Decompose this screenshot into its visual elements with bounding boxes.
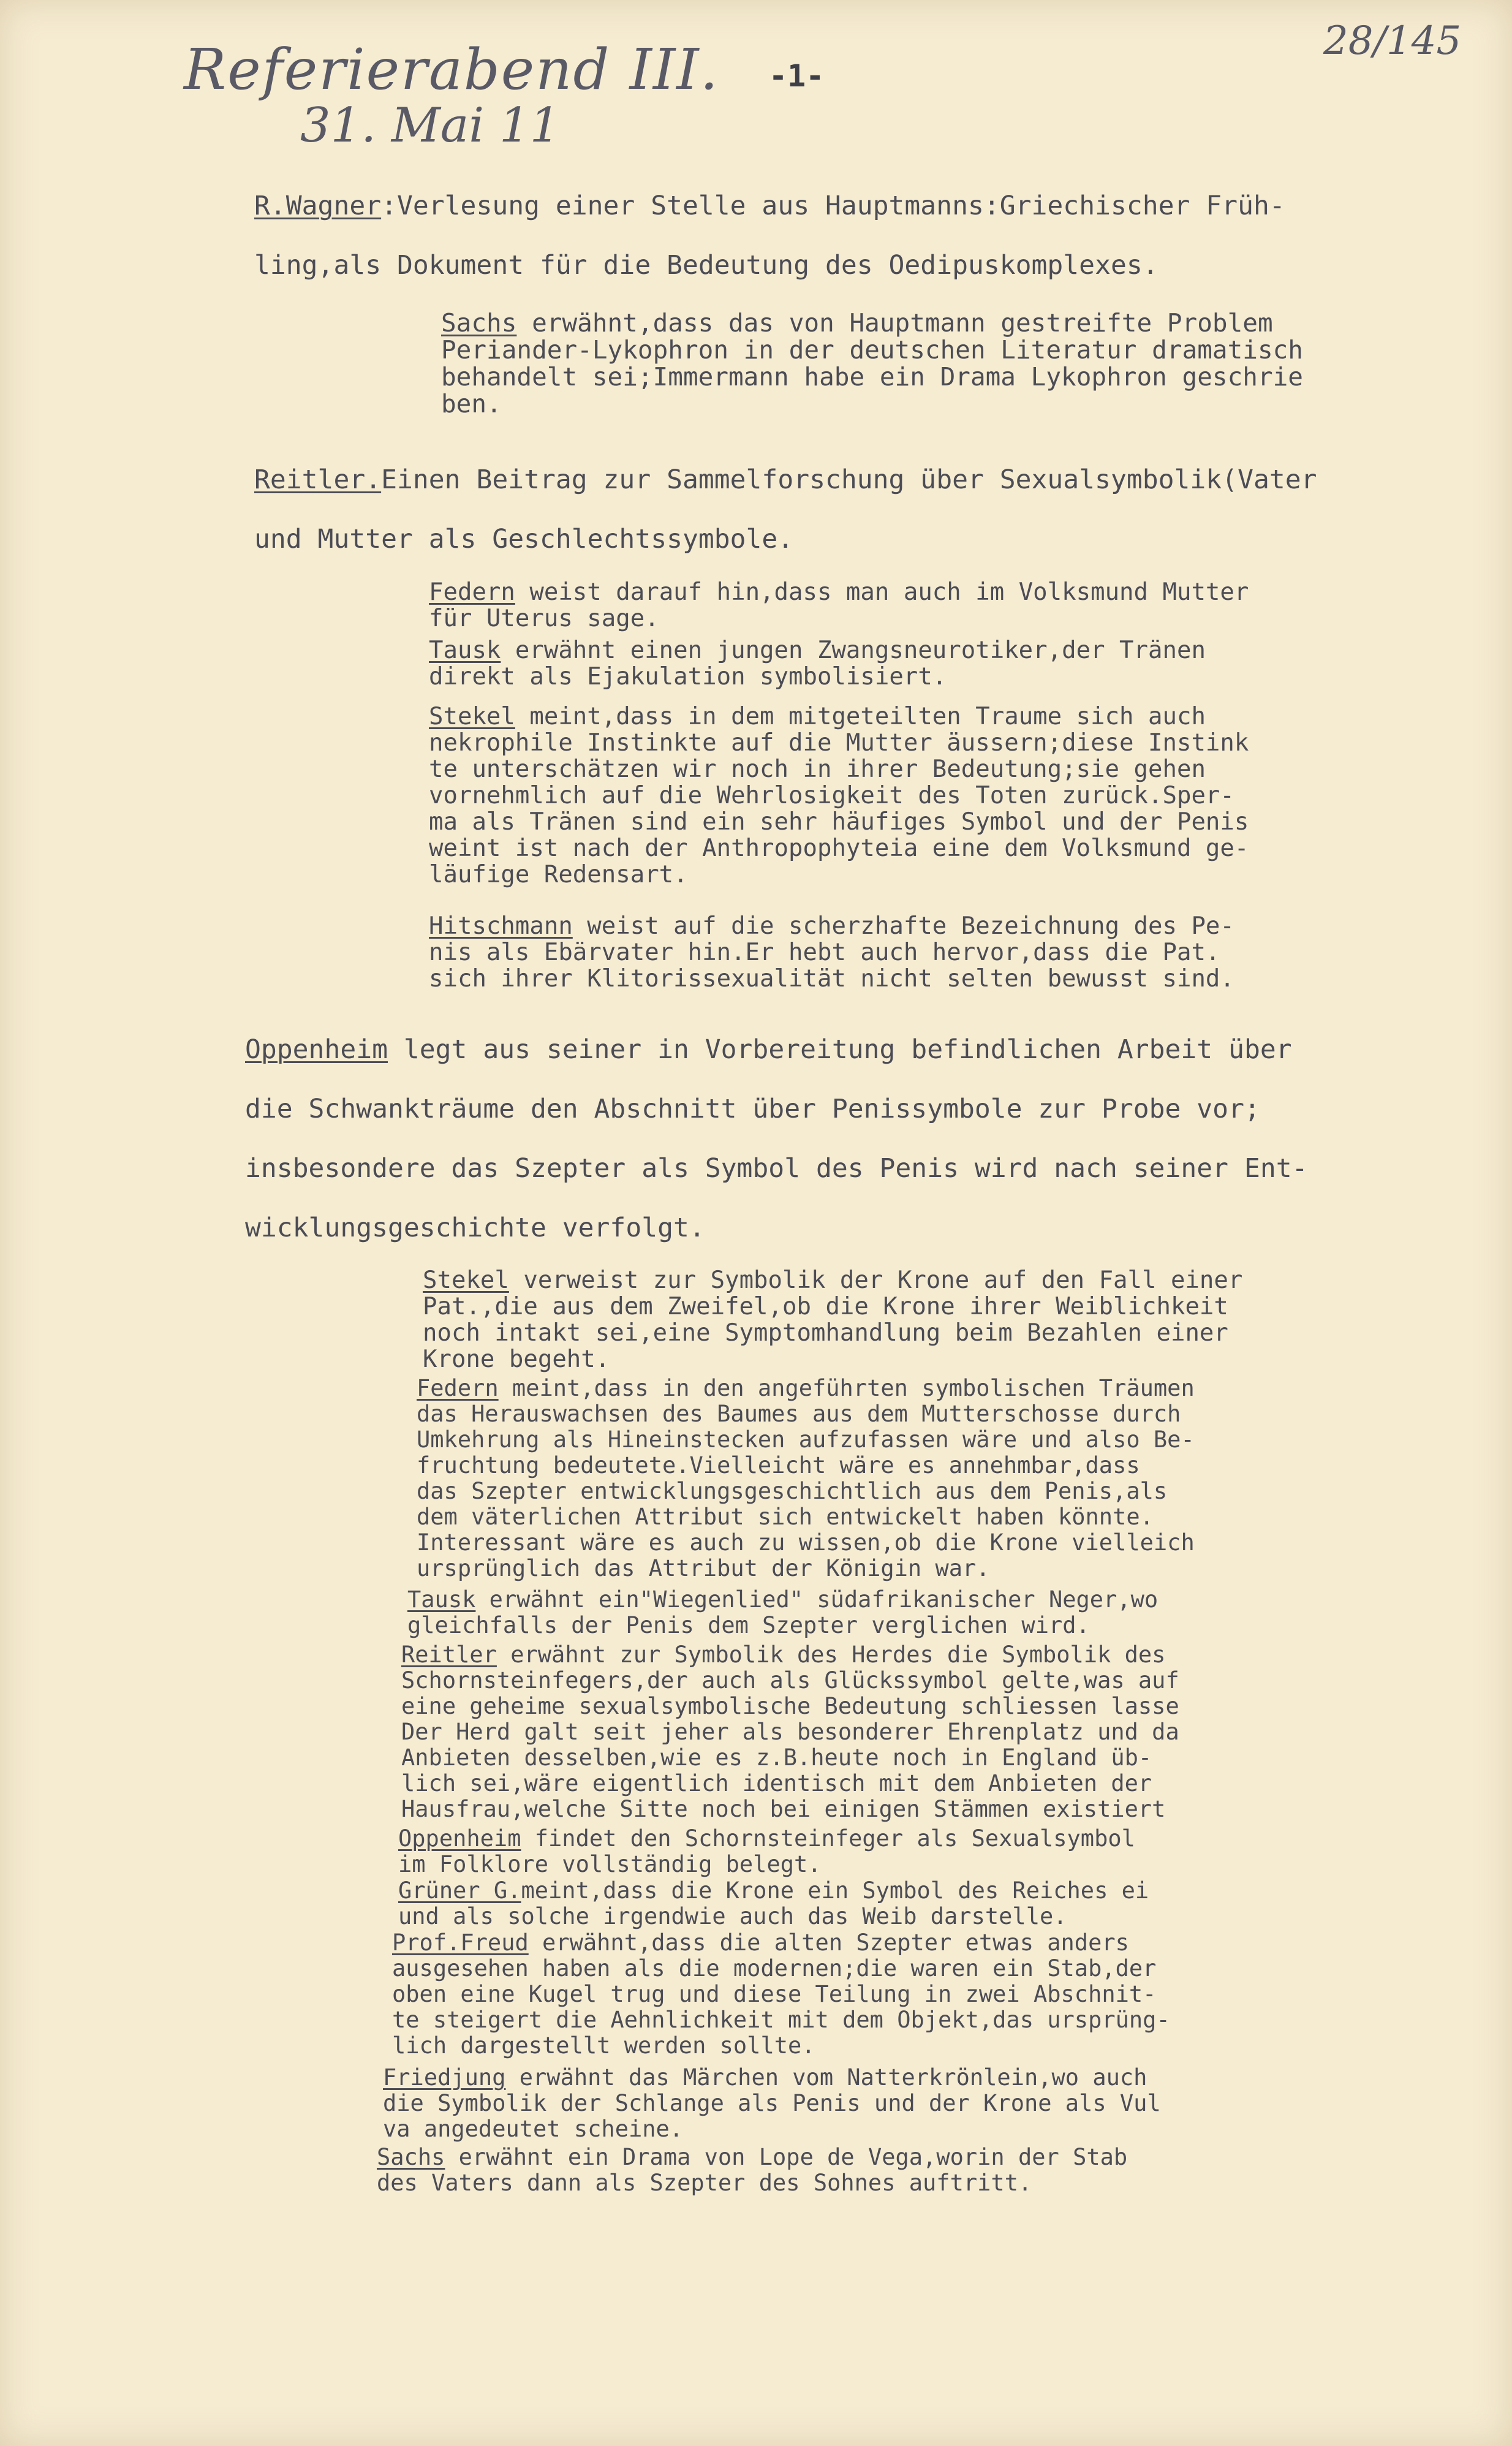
paragraph-federn [429, 579, 1249, 632]
text-line: ben. [441, 389, 502, 418]
speaker-name: Federn [417, 1375, 499, 1401]
paragraph-freud [392, 1930, 1170, 2059]
handwritten-reference: 28/145 [1323, 18, 1462, 64]
paragraph-stekel [429, 703, 1249, 888]
speaker-name: Grüner G. [398, 1877, 521, 1904]
text-line: ma als Tränen sind ein sehr häufiges Symbol und der Penis [429, 808, 1249, 836]
text-line: meint,dass die Krone ein Symbol des Reiches ei [521, 1877, 1149, 1904]
text-line: insbesondere das Szepter als Symbol des Penis wird nach seiner Ent- [245, 1153, 1308, 1184]
paragraph-gruener [398, 1878, 1149, 1929]
paragraph-hitschmann [429, 913, 1234, 992]
text-line: die Symbolik der Schlange als Penis und der Krone als Vul [383, 2090, 1161, 2116]
speaker-name: Tausk [407, 1586, 476, 1613]
speaker-name: Sachs [377, 2144, 445, 2170]
text-line: fruchtung bedeutete.Vielleicht wäre es annehmbar,dass [417, 1452, 1140, 1479]
speaker-name: Federn [429, 578, 515, 606]
text-line: des Vaters dann als Szepter des Sohnes auftritt. [377, 2170, 1032, 2196]
paragraph-wagner [254, 176, 1285, 295]
paragraph-federn-scepter [417, 1376, 1195, 1581]
handwritten-date: 31. Mai 11 [300, 98, 561, 153]
text-line: läufige Redensart. [429, 861, 688, 888]
text-line: vornehmlich auf die Wehrlosigkeit des Toten zurück.Sper- [429, 782, 1234, 809]
text-line: das Szepter entwicklungsgeschichtlich aus dem Penis,als [417, 1478, 1168, 1504]
text-line: ursprünglich das Attribut der Königin war. [417, 1555, 990, 1581]
text-line: Anbieten desselben,wie es z.B.heute noch in England üb- [401, 1744, 1152, 1771]
text-line: die Schwankträume den Abschnitt über Penissymbole zur Probe vor; [245, 1094, 1260, 1124]
text-line: erwähnt ein Drama von Lope de Vega,worin der Stab [445, 2144, 1128, 2170]
text-line: oben eine Kugel trug und diese Teilung in zwei Abschnit- [392, 1981, 1157, 2007]
text-line: erwähnt zur Symbolik des Herdes die Symbolik des [496, 1641, 1166, 1668]
text-line: Hausfrau,welche Sitte noch bei einigen Stämmen existiert [401, 1796, 1166, 1822]
text-line: Pat.,die aus dem Zweifel,ob die Krone ihrer Weiblichkeit [423, 1293, 1228, 1320]
text-line: und Mutter als Geschlechtssymbole. [254, 524, 794, 555]
text-line: ling,als Dokument für die Bedeutung des Oedipuskomplexes. [254, 250, 1159, 281]
text-line: Krone begeht. [423, 1346, 610, 1373]
text-line: erwähnt,dass das von Hauptmann gestreifte Problem [516, 308, 1273, 338]
text-line: va angedeutet scheine. [383, 2116, 684, 2142]
text-line: gleichfalls der Penis dem Szepter verglichen wird. [407, 1612, 1090, 1638]
text-line: eine geheime sexualsymbolische Bedeutung schliessen lasse [401, 1693, 1179, 1719]
page-number: -1- [769, 58, 825, 94]
text-line: :Verlesung einer Stelle aus Hauptmanns:Griechischer Früh- [381, 191, 1285, 221]
text-line: noch intakt sei,eine Symptomhandlung beim Bezahlen einer [423, 1319, 1228, 1347]
speaker-name: R.Wagner [254, 191, 382, 221]
speaker-name: Prof.Freud [392, 1929, 529, 1956]
text-line: für Uterus sage. [429, 605, 659, 632]
text-line: erwähnt einen jungen Zwangsneurotiker,der Tränen [501, 637, 1206, 664]
speaker-name: Sachs [441, 308, 517, 338]
text-line: lich dargestellt werden sollte. [392, 2032, 815, 2059]
speaker-name: Hitschmann [429, 912, 573, 940]
text-line: im Folklore vollständig belegt. [398, 1851, 822, 1877]
text-line: das Herauswachsen des Baumes aus dem Mutterschosse durch [417, 1401, 1181, 1427]
text-line: meint,dass in den angeführten symbolischen Träumen [498, 1375, 1195, 1401]
paragraph-tausk [429, 637, 1206, 690]
speaker-name: Oppenheim [398, 1825, 521, 1852]
text-line: Schornsteinfegers,der auch als Glückssymbol gelte,was auf [401, 1667, 1179, 1694]
text-line: direkt als Ejakulation symbolisiert. [429, 663, 947, 691]
text-line: verweist zur Symbolik der Krone auf den Fall einer [508, 1267, 1243, 1294]
text-line: ausgesehen haben als die modernen;die waren ein Stab,der [392, 1955, 1157, 1982]
paragraph-oppenheim-folklore [398, 1826, 1135, 1877]
paragraph-stekel-crown [423, 1267, 1242, 1373]
text-line: und als solche irgendwie auch das Weib darstelle. [398, 1903, 1067, 1929]
text-line: nis als Ebärvater hin.Er hebt auch hervor,dass die Pat. [429, 939, 1220, 966]
text-line: wicklungsgeschichte verfolgt. [245, 1213, 705, 1243]
speaker-name: Stekel [423, 1267, 509, 1294]
text-line: te steigert die Aehnlichkeit mit dem Objekt,das ursprüng- [392, 2007, 1170, 2033]
text-line: sich ihrer Klitorissexualität nicht selten bewusst sind. [429, 965, 1234, 993]
text-line: Einen Beitrag zur Sammelforschung über Sexualsymbolik(Vater [381, 464, 1317, 495]
speaker-name: Friedjung [383, 2064, 506, 2091]
speaker-name: Tausk [429, 637, 501, 664]
text-line: legt aus seiner in Vorbereitung befindlichen Arbeit über [388, 1034, 1292, 1065]
paragraph-sachs [441, 309, 1303, 417]
speaker-name: Stekel [429, 703, 515, 730]
text-line: dem väterlichen Attribut sich entwickelt haben könnte. [417, 1504, 1154, 1530]
text-line: erwähnt,dass die alten Szepter etwas anders [528, 1929, 1129, 1956]
paragraph-sachs-lope [377, 2145, 1127, 2196]
handwritten-title: Referierabend III. [184, 37, 719, 102]
paragraph-tausk-lullaby [407, 1587, 1158, 1638]
paragraph-oppenheim [245, 1020, 1308, 1258]
text-line: erwähnt das Märchen vom Natterkrönlein,wo auch [505, 2064, 1147, 2091]
speaker-name: Oppenheim [245, 1034, 388, 1065]
text-line: erwähnt ein"Wiegenlied" südafrikanischer Neger,wo [475, 1586, 1159, 1613]
text-line: weint ist nach der Anthropophyteia eine dem Volksmund ge- [429, 835, 1249, 862]
text-line: Der Herd galt seit jeher als besonderer Ehrenplatz und da [401, 1719, 1179, 1745]
text-line: te unterschätzen wir noch in ihrer Bedeutung;sie gehen [429, 755, 1206, 783]
text-line: weist auf die scherzhafte Bezeichnung des Pe- [572, 912, 1234, 940]
paragraph-reitler-hearth [401, 1642, 1179, 1822]
text-line: lich sei,wäre eigentlich identisch mit dem Anbieten der [401, 1770, 1152, 1797]
speaker-name: Reitler [401, 1641, 497, 1668]
text-line: Interessant wäre es auch zu wissen,ob die Krone vielleich [417, 1529, 1195, 1556]
paragraph-friedjung [383, 2065, 1161, 2142]
text-line: meint,dass in dem mitgeteilten Traume sich auch [515, 703, 1206, 730]
text-line: Periander-Lykophron in der deutschen Literatur dramatisch [441, 335, 1303, 365]
text-line: behandelt sei;Immermann habe ein Drama Lykophron geschrie [441, 362, 1303, 392]
speaker-name: Reitler. [254, 464, 382, 495]
text-line: Umkehrung als Hineinstecken aufzufassen wäre und also Be- [417, 1426, 1195, 1453]
paragraph-reitler [254, 450, 1317, 569]
text-line: findet den Schornsteinfeger als Sexualsymbol [521, 1825, 1135, 1852]
text-line: weist darauf hin,dass man auch im Volksmund Mutter [515, 578, 1249, 606]
text-line: nekrophile Instinkte auf die Mutter äussern;diese Instink [429, 729, 1249, 757]
